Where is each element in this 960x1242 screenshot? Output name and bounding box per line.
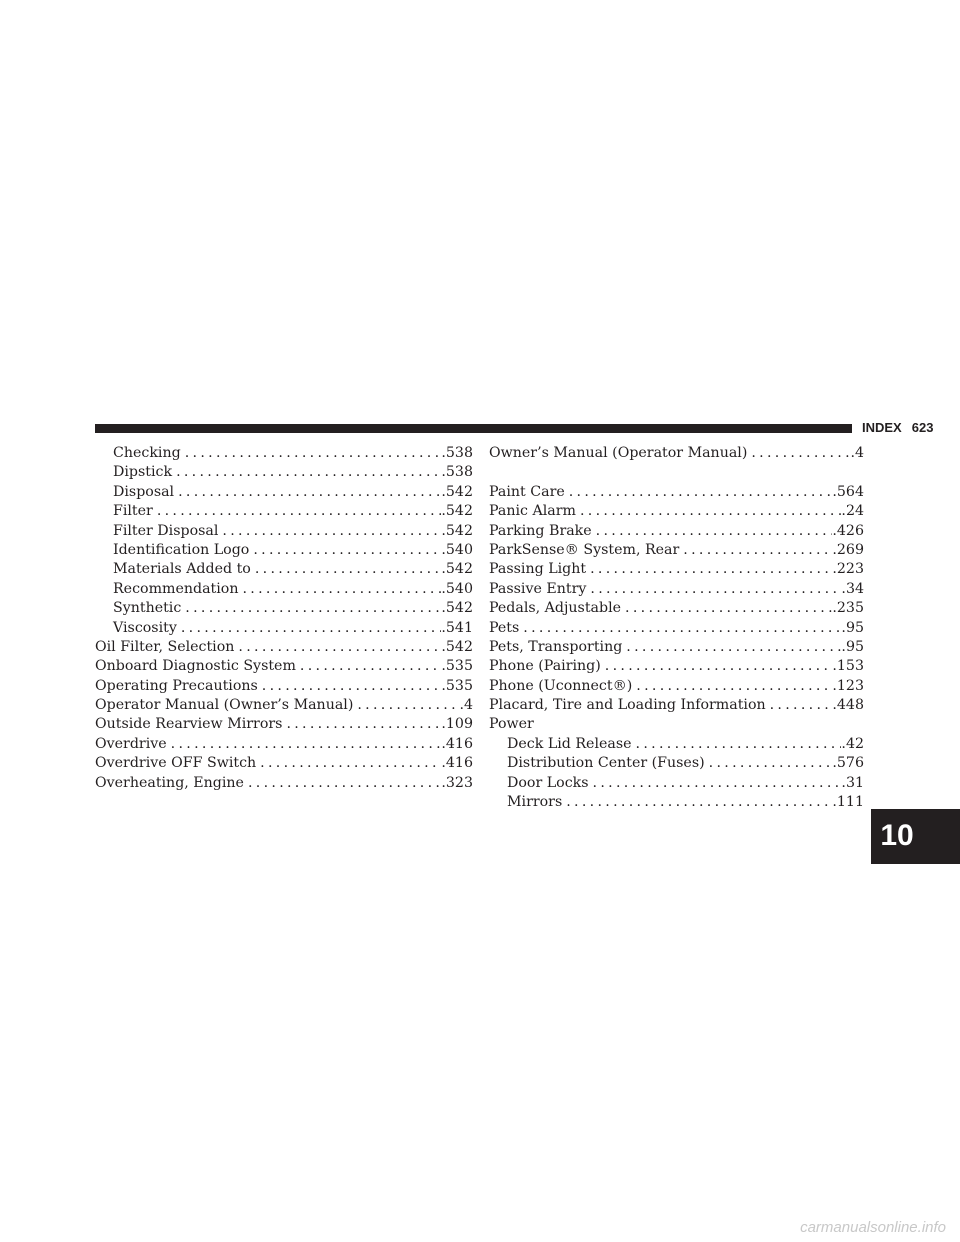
left-index-column bbox=[95, 444, 473, 793]
index-entry[interactable]: Synthetic ..... .542 bbox=[95, 599, 473, 618]
index-entry[interactable]: Onboard Diagnostic System ..... .535 bbox=[95, 657, 473, 676]
index-entry[interactable]: Placard, Tire and Loading Information ..... .448 bbox=[489, 696, 864, 715]
index-entry[interactable]: Disposal ..... .542 bbox=[95, 483, 473, 502]
index-entry[interactable]: Phone (Uconnect®) ..... .123 bbox=[489, 677, 864, 696]
index-entry[interactable]: Oil Filter, Selection ..... .542 bbox=[95, 638, 473, 657]
index-entry[interactable]: Pedals, Adjustable ..... .235 bbox=[489, 599, 864, 618]
index-entry[interactable]: Paint Care ..... .564 bbox=[489, 483, 864, 502]
index-entry[interactable]: Deck Lid Release ..... .42 bbox=[489, 735, 864, 754]
chapter-number: 10 bbox=[880, 819, 914, 852]
index-entry[interactable]: Recommendation ..... .540 bbox=[95, 580, 473, 599]
index-entry[interactable]: Dipstick ..... .538 bbox=[95, 463, 473, 482]
index-entry[interactable]: Parking Brake ..... .426 bbox=[489, 522, 864, 541]
index-entry[interactable]: Passive Entry ..... .34 bbox=[489, 580, 864, 599]
index-entry[interactable]: Operating Precautions ..... .535 bbox=[95, 677, 473, 696]
section-title: INDEX bbox=[862, 420, 902, 435]
index-entry[interactable]: Pets, Transporting ..... .95 bbox=[489, 638, 864, 657]
index-entry[interactable]: Overheating, Engine ..... .323 bbox=[95, 774, 473, 793]
index-entry[interactable]: Viscosity ..... .541 bbox=[95, 619, 473, 638]
index-entry[interactable]: Identification Logo ..... .540 bbox=[95, 541, 473, 560]
index-entry[interactable]: Door Locks ..... .31 bbox=[489, 774, 864, 793]
header-rule bbox=[95, 424, 852, 433]
index-entry[interactable]: Outside Rearview Mirrors ..... .109 bbox=[95, 715, 473, 734]
index-entry[interactable]: ParkSense® System, Rear ..... .269 bbox=[489, 541, 864, 560]
index-entry[interactable]: Mirrors ..... .111 bbox=[489, 793, 864, 812]
index-entry[interactable]: Filter Disposal ..... .542 bbox=[95, 522, 473, 541]
index-entry[interactable]: Operator Manual (Owner’s Manual) ..... .4 bbox=[95, 696, 473, 715]
index-entry[interactable]: Pets ..... .95 bbox=[489, 619, 864, 638]
index-entry[interactable]: Passing Light ..... .223 bbox=[489, 560, 864, 579]
index-entry[interactable]: Panic Alarm ..... .24 bbox=[489, 502, 864, 521]
index-heading-power[interactable]: Power bbox=[489, 716, 534, 733]
chapter-tab bbox=[871, 809, 960, 864]
running-header bbox=[862, 419, 933, 436]
letter-group-gap bbox=[489, 463, 864, 482]
index-entry[interactable]: Materials Added to ..... .542 bbox=[95, 560, 473, 579]
watermark-text: carmanualsonline.info bbox=[800, 1219, 946, 1236]
index-entry[interactable]: Filter ..... .542 bbox=[95, 502, 473, 521]
index-entry[interactable]: Distribution Center (Fuses) ..... .576 bbox=[489, 754, 864, 773]
index-entry[interactable]: Owner’s Manual (Operator Manual) ..... .4 bbox=[489, 444, 864, 463]
index-entry[interactable]: Phone (Pairing) ..... .153 bbox=[489, 657, 864, 676]
page-number: 623 bbox=[911, 420, 934, 435]
index-entry[interactable]: Overdrive OFF Switch ..... .416 bbox=[95, 754, 473, 773]
right-index-column bbox=[489, 444, 864, 812]
index-entry[interactable]: Checking ..... .538 bbox=[95, 444, 473, 463]
index-entry[interactable]: Overdrive ..... .416 bbox=[95, 735, 473, 754]
